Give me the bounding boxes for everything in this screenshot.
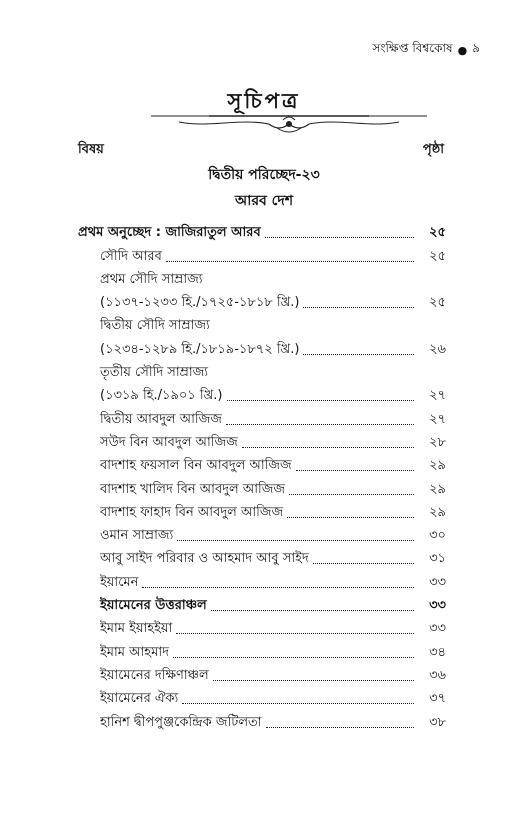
toc-entry-text: (১১৩৭-১২৩৩ হি./১৭২৫-১৮১৮ খ্রি.) — [100, 295, 300, 311]
toc-entry — [78, 242, 446, 265]
dot-leader — [226, 424, 414, 425]
dot-leader — [177, 540, 414, 541]
dot-leader — [213, 680, 414, 681]
toc-entry-text: প্রথম অনুচ্ছেদ : জাজিরাতুল আরব — [78, 225, 261, 241]
toc-entry-page: ৩৩ — [429, 574, 446, 590]
toc-entry-text: সউদ বিন আবদুল আজিজ — [100, 434, 238, 450]
dot-leader — [265, 237, 414, 238]
toc-entry-text: বাদশাহ ফাহাদ বিন আবদুল আজিজ — [100, 504, 284, 520]
toc-entry-page: ২৬ — [429, 341, 446, 357]
toc-entry — [78, 615, 446, 638]
toc-entry — [78, 312, 446, 335]
toc-entry-text: তৃতীয় সৌদি সাম্রাজ্য — [100, 365, 209, 381]
toc-entry-text: ওমান সাম্রাজ্য — [100, 528, 174, 544]
page-title: সূচিপত্র — [227, 89, 301, 113]
dot-leader — [242, 447, 414, 448]
toc-entry-text: আবু সাইদ পরিবার ও আহমাদ আবু সাইদ — [100, 551, 309, 567]
toc-entry-page: ৩০ — [429, 528, 446, 544]
toc-entry-page: ২৭ — [429, 388, 446, 404]
toc-entry — [78, 475, 446, 498]
toc-entry-text: দ্বিতীয় আবদুল আজিজ — [100, 411, 222, 427]
chapter-heading: দ্বিতীয় পরিচ্ছেদ-২৩ — [208, 167, 320, 183]
toc-entry-page: ২৫ — [429, 225, 446, 241]
toc-entry-text: বাদশাহ খালিদ বিন আবদুল আজিজ — [100, 481, 285, 497]
toc-entry-text: ইয়ামেনের ঐক্য — [100, 691, 179, 707]
toc-entry — [78, 638, 446, 661]
toc-entry — [78, 499, 446, 522]
toc-entry — [78, 685, 446, 708]
bullet-icon: ● — [457, 43, 468, 57]
dot-leader — [182, 703, 414, 704]
toc-entry-page: ২৭ — [429, 411, 446, 427]
toc-entry-text: প্রথম সৌদি সাম্রাজ্য — [100, 271, 203, 287]
dot-leader — [266, 727, 414, 728]
toc-entry — [78, 708, 446, 731]
toc-entry — [78, 335, 446, 358]
toc-entry-page: ২৯ — [429, 458, 446, 474]
toc-entry-page: ৩১ — [429, 551, 446, 567]
dot-leader — [166, 261, 414, 262]
toc-entry-page: ২৮ — [429, 434, 446, 450]
toc-entry-text: ইয়ামেনের দক্ষিণাঞ্চল — [100, 667, 209, 683]
toc-entry-page: ২৫ — [429, 295, 446, 311]
toc-entry-text: বাদশাহ ফয়সাল বিন আবদুল আজিজ — [100, 458, 292, 474]
toc-entry — [78, 266, 446, 289]
dot-leader — [313, 563, 414, 564]
toc-entry — [78, 522, 446, 545]
toc-entry — [78, 592, 446, 615]
running-head — [372, 40, 480, 60]
dot-leader — [176, 633, 414, 634]
toc-entry-page: ২৯ — [429, 481, 446, 497]
toc-entry-page: ৩৩ — [429, 598, 446, 614]
dot-leader — [289, 494, 414, 495]
toc-entry — [78, 662, 446, 685]
toc-entry-text: ইমাম আহমাদ — [100, 644, 169, 660]
dot-leader — [303, 307, 414, 308]
toc-entry-page: ২৫ — [429, 248, 446, 264]
dot-leader — [211, 610, 414, 611]
dot-leader — [296, 470, 414, 471]
dot-leader — [173, 657, 414, 658]
toc-entry — [78, 429, 446, 452]
toc-entry-text: (১২৩৪-১২৮৯ হি./১৮১৯-১৮৭২ খ্রি.) — [100, 341, 300, 357]
ornament-divider-icon — [149, 112, 429, 136]
toc-entry-text: সৌদি আরব — [100, 248, 162, 264]
toc-entry-text: (১৩১৯ হি./১৯০১ খ্রি.) — [100, 388, 223, 404]
toc-entry — [78, 452, 446, 475]
toc-entry — [78, 289, 446, 312]
dot-leader — [142, 587, 414, 588]
subchapter-heading: আরব দেশ — [234, 193, 293, 209]
column-headers — [78, 140, 444, 161]
toc-entry-page: ৩৩ — [429, 621, 446, 637]
toc-entry-text: ইয়ামেনের উত্তরাঞ্চল — [100, 598, 207, 614]
subject-header: বিষয় — [78, 142, 104, 157]
book-title: সংক্ষিপ্ত বিশ্বকোষ — [372, 41, 453, 55]
toc-entry-page: ৩৪ — [429, 644, 446, 660]
page-number: ৯ — [472, 41, 480, 55]
dot-leader — [303, 354, 414, 355]
toc-entry-page: ৩৮ — [429, 714, 446, 730]
toc-entry — [78, 568, 446, 591]
toc-entry-page: ৩৭ — [429, 691, 446, 707]
toc-entry — [78, 219, 446, 242]
dot-leader — [287, 517, 414, 518]
toc-entry-text: হানিশ দ্বীপপুঞ্জকেন্দ্রিক জটিলতা — [100, 714, 262, 730]
toc-entry-page: ৩৬ — [429, 667, 446, 683]
toc-entry-page: ২৯ — [429, 504, 446, 520]
toc-entry — [78, 382, 446, 405]
toc-entry-text: ইয়ামেন — [100, 574, 139, 590]
page-header: পৃষ্ঠা — [422, 142, 444, 157]
toc-entry-text: ইমাম ইয়াহইয়া — [100, 621, 173, 637]
toc-entry — [78, 359, 446, 382]
toc-entry-text: দ্বিতীয় সৌদি সাম্রাজ্য — [100, 318, 210, 334]
toc-entry — [78, 405, 446, 428]
toc-entry — [78, 545, 446, 568]
toc-list — [78, 219, 446, 732]
dot-leader — [227, 400, 414, 401]
